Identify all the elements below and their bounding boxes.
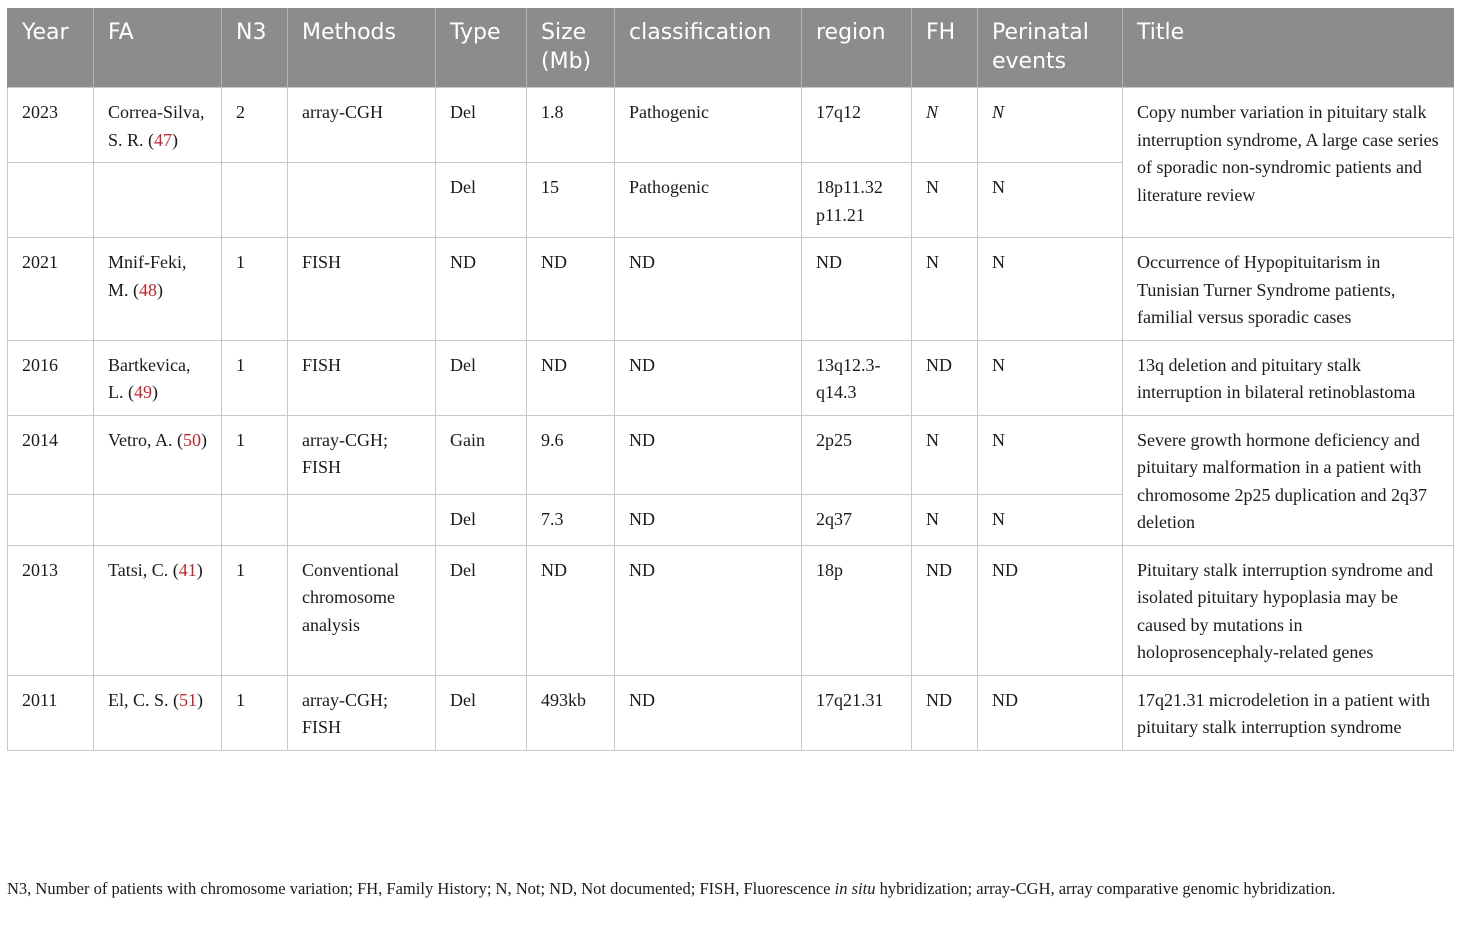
cnv-table bbox=[7, 8, 1454, 751]
cell-title: Occurrence of Hypopituitarism in Tunisian Turner Syndrome patients, familial versus sporadic cases bbox=[1123, 238, 1454, 341]
cell-fh: N bbox=[912, 415, 978, 495]
table-row bbox=[8, 340, 1454, 415]
table-footnote bbox=[7, 876, 1453, 901]
author-name: Mnif-Feki, M. bbox=[108, 252, 187, 300]
cell-fh: ND bbox=[912, 545, 978, 675]
cell-region: 2p25 bbox=[802, 415, 912, 495]
header-perinatal bbox=[978, 8, 1123, 88]
author-name: Bartkevica, L. bbox=[108, 354, 191, 402]
cell-type: Del bbox=[436, 340, 527, 415]
cell-size: ND bbox=[527, 238, 615, 341]
reference-number: 41 bbox=[178, 559, 197, 580]
header-n3: N3 bbox=[222, 8, 288, 88]
cell-first-author: Vetro, A. (50) bbox=[94, 415, 222, 495]
header-fa: FA bbox=[94, 8, 222, 88]
cell-fh: N bbox=[912, 238, 978, 341]
cell-fh: ND bbox=[912, 675, 978, 750]
cell-methods: FISH bbox=[288, 238, 436, 341]
cell-n3: 1 bbox=[222, 675, 288, 750]
table-row bbox=[8, 545, 1454, 675]
cell-year: 2014 bbox=[8, 415, 94, 495]
cell-title: 13q deletion and pituitary stalk interruption in bilateral retinoblastoma bbox=[1123, 340, 1454, 415]
header-size bbox=[527, 8, 615, 88]
cell-size: 9.6 bbox=[527, 415, 615, 495]
cell-first-author: Tatsi, C. (41) bbox=[94, 545, 222, 675]
cell-n3-empty bbox=[222, 495, 288, 545]
table-row bbox=[8, 415, 1454, 495]
cell-classification: ND bbox=[615, 340, 802, 415]
cell-region: 17q12 bbox=[802, 88, 912, 163]
cell-first-author: El, C. S. (51) bbox=[94, 675, 222, 750]
cell-region: ND bbox=[802, 238, 912, 341]
cell-n3: 2 bbox=[222, 88, 288, 163]
cell-title: Copy number variation in pituitary stalk interruption syndrome, A large case series of sporadic non-syndromic patients and literature review bbox=[1123, 88, 1454, 238]
cell-size: 7.3 bbox=[527, 495, 615, 545]
table-body bbox=[8, 88, 1454, 751]
footnote-text-end: hybridization; array-CGH, array comparative genomic hybridization. bbox=[875, 879, 1336, 898]
cell-classification: ND bbox=[615, 238, 802, 341]
cell-perinatal: N bbox=[978, 163, 1123, 238]
cell-perinatal: ND bbox=[978, 545, 1123, 675]
cell-type: ND bbox=[436, 238, 527, 341]
cell-methods: Conventional chromosome analysis bbox=[288, 545, 436, 675]
cell-perinatal: ND bbox=[978, 675, 1123, 750]
reference-number: 49 bbox=[134, 382, 152, 402]
header-classification: classification bbox=[615, 8, 802, 88]
cell-first-author-empty bbox=[94, 163, 222, 238]
cell-fh: N bbox=[912, 163, 978, 238]
cell-methods-empty bbox=[288, 163, 436, 238]
table-row bbox=[8, 88, 1454, 163]
header-title: Title bbox=[1123, 8, 1454, 88]
cell-n3: 1 bbox=[222, 545, 288, 675]
header-fh: FH bbox=[912, 8, 978, 88]
cell-classification: ND bbox=[615, 675, 802, 750]
cell-methods: array-CGH; FISH bbox=[288, 415, 436, 495]
cell-perinatal: N bbox=[978, 495, 1123, 545]
table-container bbox=[7, 8, 1453, 751]
author-name: Correa-Silva, S. R. bbox=[108, 102, 205, 150]
cell-n3: 1 bbox=[222, 340, 288, 415]
footnote-text: N3, Number of patients with chromosome variation; FH, Family History; N, Not; ND, Not documented; FISH, Fluorescence bbox=[7, 879, 835, 898]
table-row bbox=[8, 238, 1454, 341]
cell-first-author: Bartkevica, L. (49) bbox=[94, 340, 222, 415]
cell-first-author-empty bbox=[94, 495, 222, 545]
header-perinatal-line1: Perinatal bbox=[992, 20, 1089, 45]
cell-type: Del bbox=[436, 675, 527, 750]
header-region: region bbox=[802, 8, 912, 88]
cell-classification: ND bbox=[615, 545, 802, 675]
cell-classification: Pathogenic bbox=[615, 88, 802, 163]
cell-region: 18p bbox=[802, 545, 912, 675]
cell-fh: N bbox=[912, 495, 978, 545]
header-size-line1: Size bbox=[541, 20, 587, 45]
author-name: Vetro, A. bbox=[108, 429, 173, 450]
reference-number: 51 bbox=[179, 689, 198, 710]
cell-fh: ND bbox=[912, 340, 978, 415]
cell-methods: FISH bbox=[288, 340, 436, 415]
cell-first-author: Correa-Silva, S. R. (47) bbox=[94, 88, 222, 163]
reference-number: 47 bbox=[154, 129, 173, 150]
cell-region: 13q12.3-q14.3 bbox=[802, 340, 912, 415]
cell-methods-empty bbox=[288, 495, 436, 545]
cell-size: 1.8 bbox=[527, 88, 615, 163]
cell-year: 2023 bbox=[8, 88, 94, 163]
cell-type: Del bbox=[436, 163, 527, 238]
cell-classification: Pathogenic bbox=[615, 163, 802, 238]
cell-size: ND bbox=[527, 545, 615, 675]
table-row bbox=[8, 675, 1454, 750]
header-size-line2: (Mb) bbox=[541, 49, 592, 74]
cell-title: 17q21.31 microdeletion in a patient with pituitary stalk interruption syndrome bbox=[1123, 675, 1454, 750]
cell-classification: ND bbox=[615, 495, 802, 545]
cell-classification: ND bbox=[615, 415, 802, 495]
cell-perinatal: N bbox=[978, 340, 1123, 415]
cell-n3: 1 bbox=[222, 238, 288, 341]
cell-type: Gain bbox=[436, 415, 527, 495]
cell-year: 2013 bbox=[8, 545, 94, 675]
footnote-italic: in situ bbox=[834, 879, 876, 898]
cell-methods: array-CGH bbox=[288, 88, 436, 163]
cell-year: 2011 bbox=[8, 675, 94, 750]
header-year: Year bbox=[8, 8, 94, 88]
cell-perinatal: N bbox=[978, 415, 1123, 495]
cell-year: 2021 bbox=[8, 238, 94, 341]
cell-region: 18p11.32 p11.21 bbox=[802, 163, 912, 238]
author-name: El, C. S. bbox=[108, 689, 169, 710]
cell-n3-empty bbox=[222, 163, 288, 238]
cell-region: 2q37 bbox=[802, 495, 912, 545]
cell-title: Pituitary stalk interruption syndrome and isolated pituitary hypoplasia may be caused by mutations in holoprosencephaly-related genes bbox=[1123, 545, 1454, 675]
cell-year-empty bbox=[8, 495, 94, 545]
cell-year-empty bbox=[8, 163, 94, 238]
cell-size: 15 bbox=[527, 163, 615, 238]
cell-size: 493kb bbox=[527, 675, 615, 750]
reference-number: 50 bbox=[183, 429, 201, 450]
header-row bbox=[8, 8, 1454, 88]
cell-n3: 1 bbox=[222, 415, 288, 495]
author-name: Tatsi, C. bbox=[108, 559, 169, 580]
cell-methods: array-CGH; FISH bbox=[288, 675, 436, 750]
header-type: Type bbox=[436, 8, 527, 88]
cell-first-author: Mnif-Feki, M. (48) bbox=[94, 238, 222, 341]
cell-title: Severe growth hormone deficiency and pituitary malformation in a patient with chromosome 2p25 duplication and 2q37 deletion bbox=[1123, 415, 1454, 545]
cell-size: ND bbox=[527, 340, 615, 415]
reference-number: 48 bbox=[139, 279, 158, 300]
cell-region: 17q21.31 bbox=[802, 675, 912, 750]
cell-perinatal: N bbox=[978, 238, 1123, 341]
header-perinatal-line2: events bbox=[992, 49, 1067, 74]
cell-type: Del bbox=[436, 495, 527, 545]
cell-type: Del bbox=[436, 88, 527, 163]
cell-year: 2016 bbox=[8, 340, 94, 415]
cell-fh: N bbox=[912, 88, 978, 163]
cell-perinatal: N bbox=[978, 88, 1123, 163]
cell-type: Del bbox=[436, 545, 527, 675]
header-methods: Methods bbox=[288, 8, 436, 88]
